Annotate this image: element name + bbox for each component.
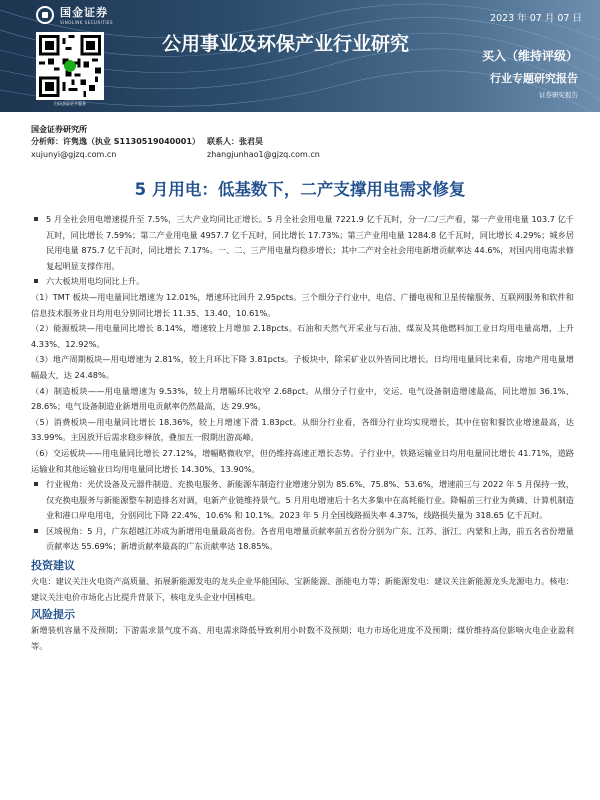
report-date: 2023 年 07 月 07 日 [490,13,582,24]
paragraph-overall: 5 月全社会用电增速提升至 7.5%，三大产业均同比正增长。5 月全社会用电量 7221.9 亿千瓦时，分一/二/三产看，第一产业用电量 103.7 亿千瓦时，同比增长 7.59%；第二产业用电量 4957.7 亿千瓦时，同比增长 17.73%；第三产业用电量 1284.8 亿千瓦时，同比增长 4.29%；城乡居民用电量 875.7 亿千瓦时，同比增长 7.17%。一、二、三产用电量均稳步增长；其中二产对全社会用电新增贡献率达 44.6%，对国内用电需求修复起明显支撑作用。 [31,212,574,274]
logo-mark-icon [36,6,54,24]
contact-email[interactable]: zhangjunhao1@gjzq.com.cn [207,150,320,159]
qr-code [36,32,104,100]
risk-heading: 风险提示 [31,608,75,622]
rating-label: 买入（维持评级） [481,49,578,63]
logo-name: 国金证券 [60,6,108,19]
paragraph-consumer: （5）消费板块—用电量同比增长 18.36%，较上月增速下滑 1.83pct。从细分行业看，各细分行业均实现增长，其中住宿和餐饮业增速最高，达 33.99%。主因放开后需求稳步释放，叠加五一假期出游高峰。 [31,416,574,443]
risk-text: 新增装机容量不及预期；下游需求景气度不高、用电需求降低导致利用小时数不及预期；电力市场化进度不及预期；煤价维持高位影响火电企业盈利等。 [31,625,574,651]
paragraph-transport: （6）交运板块——用电量同比增长 27.12%，增幅略微收窄，但仍维持高速正增长态势。子行业中，铁路运输业日均用电量同比增长 41.71%，道路运输业和其他运输业日均用电量同比增长 14.30%、13.90%。 [31,447,574,474]
paragraph-manufacturing: （4）制造板块——用电量增速为 9.53%，较上月增幅环比收窄 2.68pct。从细分子行业中，交运、电气设备制造增速最高，同比增加 36.1%、28.6%；电气设备制造业新增用电贡献率仍然最高，达 29.9%。 [31,385,574,412]
analyst-name: 许隽逸（执业 S1130519040001） [63,137,200,146]
logo-english: SINOLINK SECURITIES [60,20,114,25]
paragraph-regional-view: 区域视角：5 月，广东超越江苏成为新增用电量最高省份。各省用电增量贡献率前五省份分别为广东、江苏、浙江、内蒙和上海，前五名省份增量贡献率达 55.69%；新增贡献率最高的广东贡献率达 18.85%。 [31,524,574,555]
report-type: 行业专题研究报告 [490,72,578,85]
institute-name: 国金证券研究所 [31,125,87,134]
investment-text: 火电：建议关注火电资产高质量、拓展新能源发电的龙头企业华能国际、宝新能源、浙能电力等；新能源发电：建议关注新能源龙头龙源电力。核电：建议关注电价市场化占比提升背景下，核电龙头企业中国核电。 [31,576,574,602]
paragraph-real-estate: （3）地产周期板块—用电增速为 2.81%，较上月环比下降 3.81pcts。子板块中，除采矿业以外皆同比增长。日均用电量同比来看，房地产用电量增幅最大，达 24.48%。 [31,354,574,380]
company-logo [36,4,113,25]
report-body [31,212,574,654]
paragraph-tmt: （1）TMT 板块—用电量同比增速为 12.01%，增速环比回升 2.95pcts。三个细分子行业中，电信、广播电视和卫星传输服务、互联网服务和软件和信息技术服务业日均用电分别同比增长 11.35、13.40、10.61%。 [31,291,574,318]
analyst-email[interactable]: xujunyi@gjzq.com.cn [31,150,117,159]
investment-heading: 投资建议 [31,559,75,573]
paragraph-sectors: 六大板块用电均同比上升。 [31,274,574,290]
report-title: 公用事业及环保产业行业研究 [162,33,410,55]
report-category: 证券研究报告 [539,91,578,99]
paragraph-industry-view: 行业视角：光伏设备及元器件制造、充换电服务、新能源车制造行业增速分别为 85.6%、75.8%、53.6%，增速前三与 2022 年 5 月保持一致，仅充换电服务与新能源整车制造排名对调，电新产业链维持景气。5 月用电增速后十名大多集中在高耗能行业。降幅前三行业为黄磷、计算机制造业和港口岸电用电，分别同比下降 22.4%、10.6% 和 10.1%。2023 年 5 月全国线路损失率 4.37%，线路损失量为 318.65 亿千瓦时。 [31,477,574,524]
paragraph-energy: （2）能源板块—用电量同比增长 8.14%，增速较上月增加 2.18pcts。石油和天然气开采业与石油、煤炭及其他燃料加工业日均用电量高增，上升 4.33%、12.92%。 [31,323,574,349]
report-headline: 5 月用电：低基数下，二产支撑用电需求修复 [134,180,466,199]
header-banner [0,0,600,112]
contact-name: 张君昊 [239,137,263,146]
contact-label: 联系人： [207,137,239,146]
analyst-label: 分析师： [31,137,63,146]
qr-caption: 扫码获取更多服务 [54,101,86,106]
